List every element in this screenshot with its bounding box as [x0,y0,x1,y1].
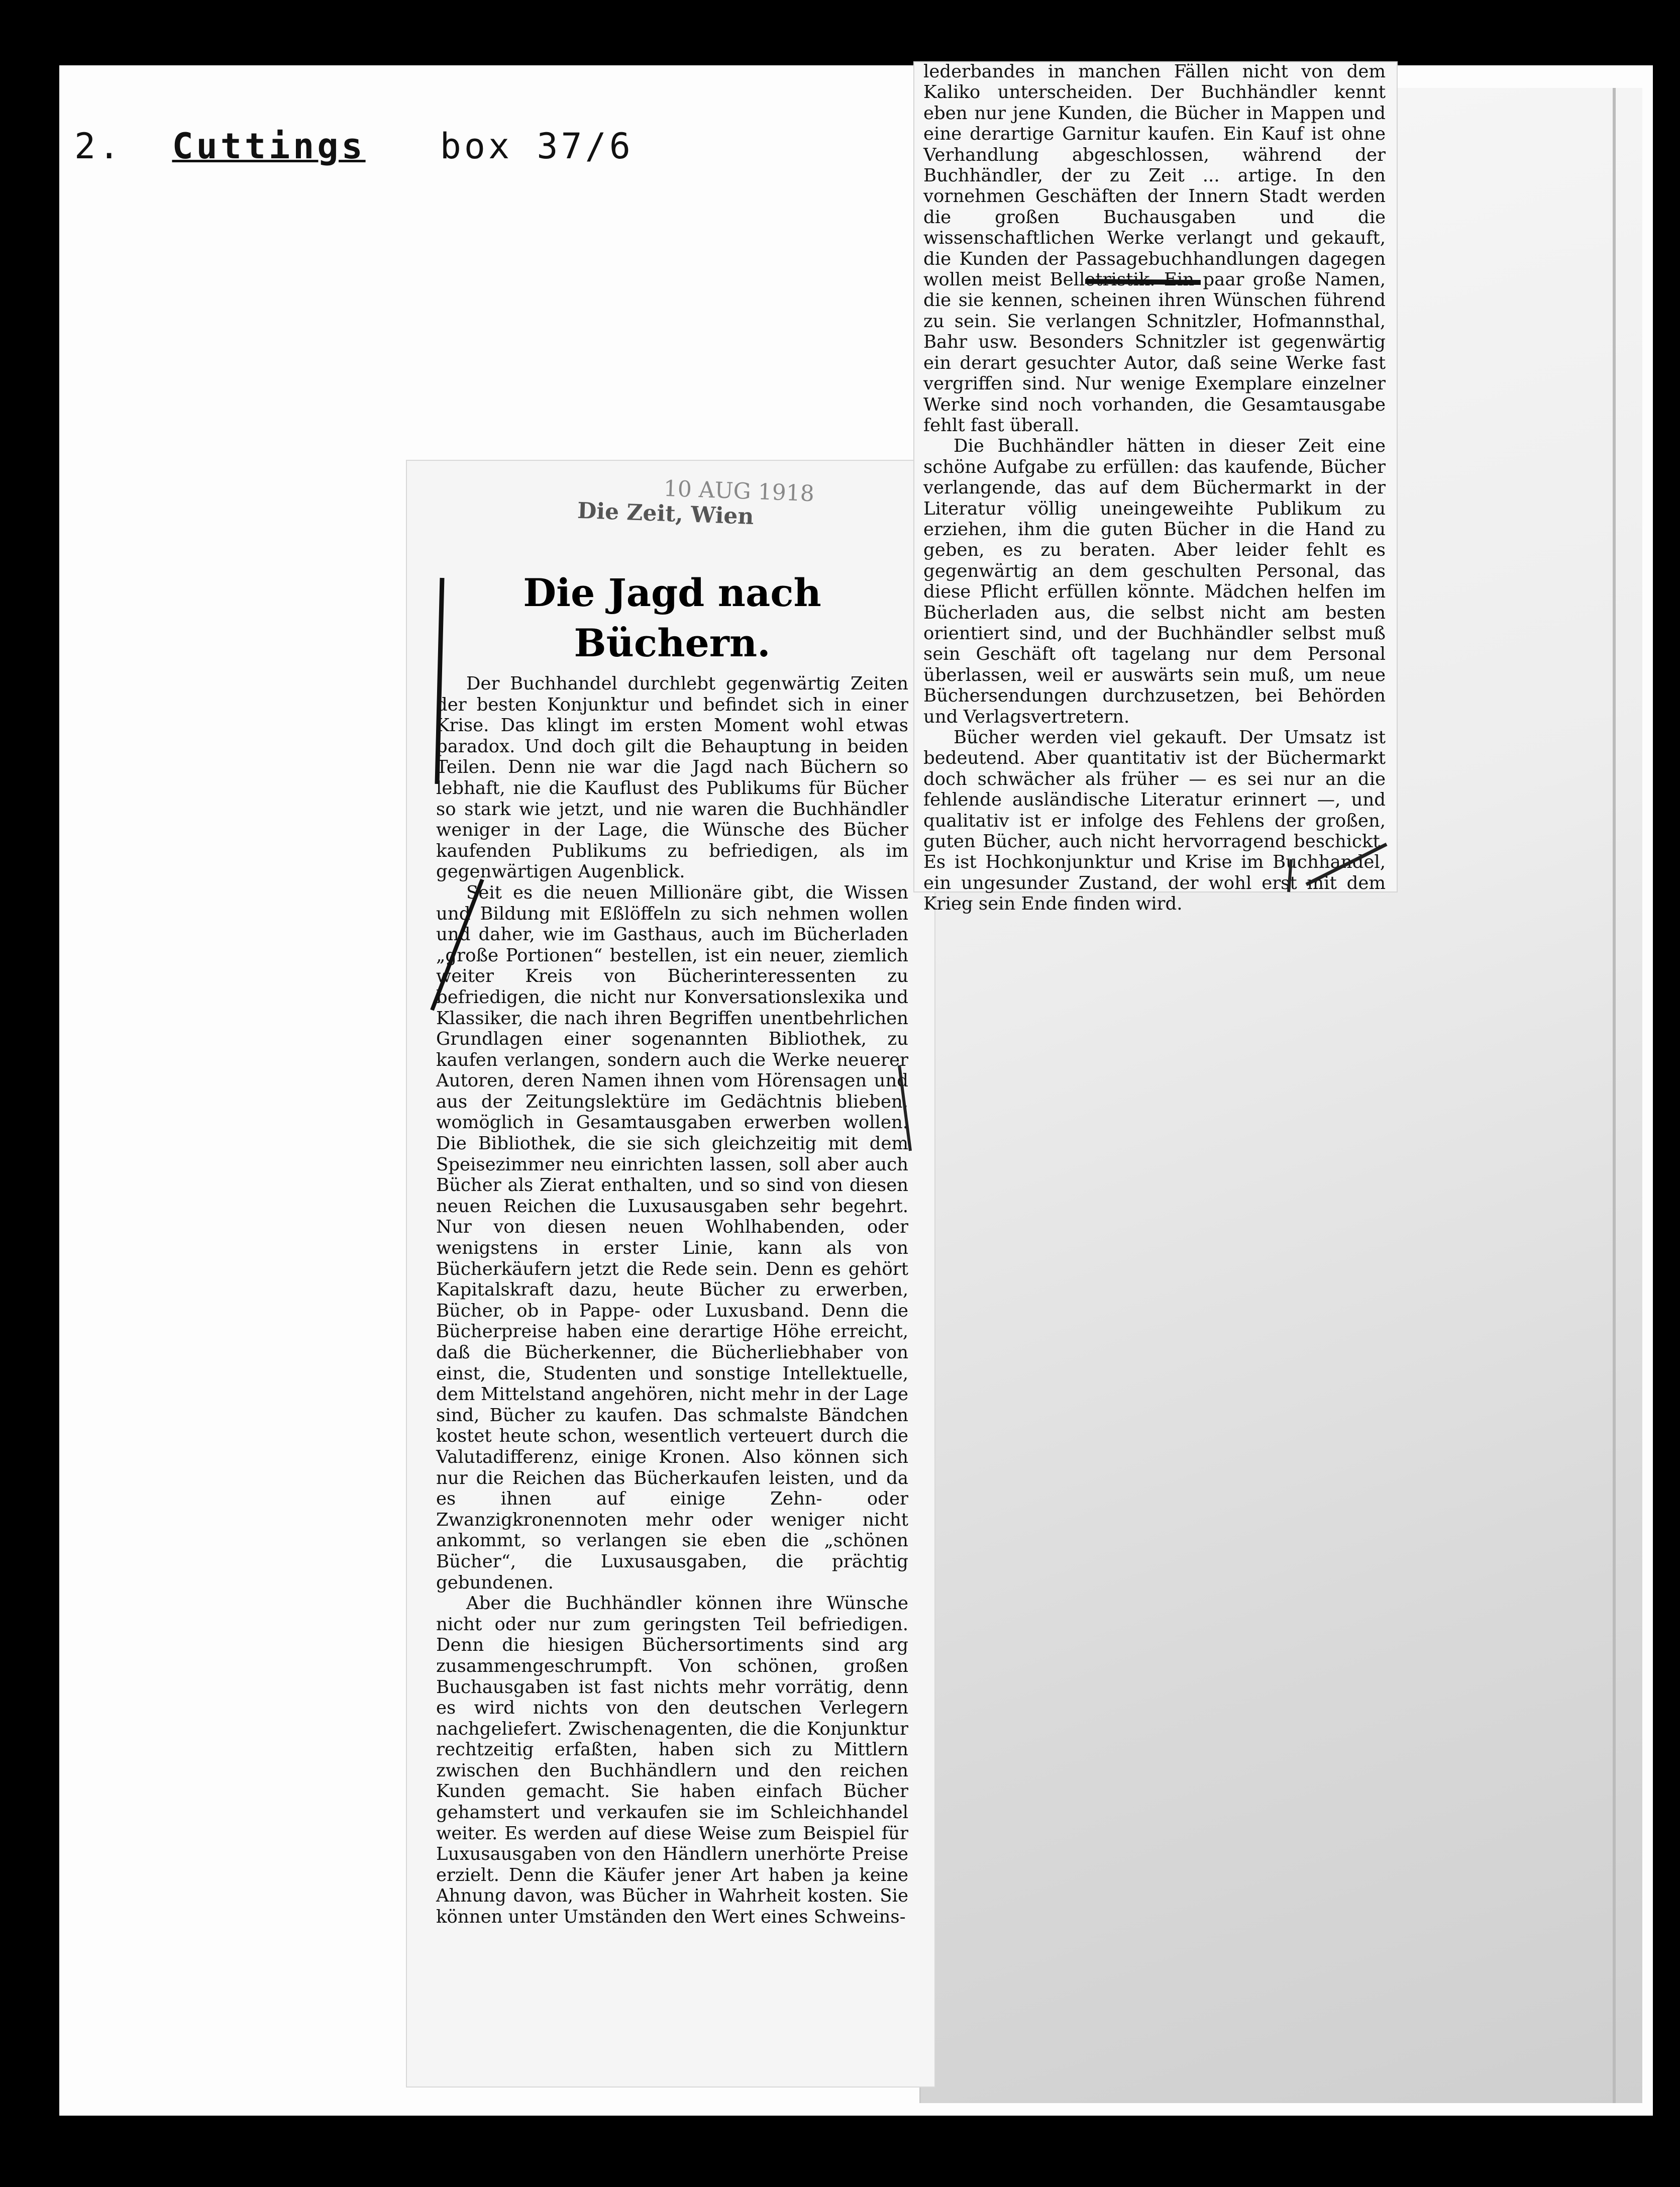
article-column-right [923,61,1386,915]
article-paragraph: Aber die Buchhändler können ihre Wünsche nicht oder nur zum geringsten Teil befriedigen. Denn die hiesigen Büchersortiments sind arg zusammengeschrumpft. Von schönen, großen Buchausgaben ist fast nichts mehr vorrätig, denn es wird nichts von den deutschen Verlegern nachgeliefert. Zwischenagenten, die die Konjunktur rechtzeitig erfaßten, haben sich zu Mittlern zwischen den Buchhändlern und den reichen Kunden gemacht. Sie haben einfach Bücher gehamstert und verkaufen sie im Schleichhandel weiter. Es werden auf diese Weise zum Beispiel für Luxusausgaben von den Händlern unerhörte Preise erzielt. Denn die Käufer jener Art haben ja keine Ahnung davon, was Bücher in Wahrheit kosten. Sie können unter Umständen den Wert eines Schweins- [436,1593,908,1928]
article-column-left [436,568,908,2005]
archive-label [74,126,634,167]
archive-label-box: box 37/6 [440,126,634,167]
article-paragraph: lederbandes in manchen Fällen nicht von dem Kaliko unterscheiden. Der Buchhändler kennt eben nur jene Kunden, die Bücher in Mappen und eine derartige Garnitur kaufen. Ein Kauf ist ohne Verhandlung abgeschlossen, während der Buchhändler, der zu Zeit ... artige. In den vornehmen Geschäften der Innern Stadt werden die großen Buchausgaben und die wissenschaftlichen Werke verlangt und gekauft, die Kunden der Passagebuchhandlungen dagegen wollen meist Belletristik. Ein paar große Namen, die sie kennen, scheinen ihren Wünschen führend zu sein. Sie verlangen Schnitzler, Hofmannsthal, Bahr usw. Besonders Schnitzler ist gegenwärtig ein derart gesuchter Autor, daß seine Werke fast vergriffen sind. Nur wenige Exemplare einzelner Werke sind noch vorhanden, die Gesamtausgabe fehlt fast überall. [923,61,1386,436]
mounting-board-edge [1613,88,1616,2103]
article-paragraph: Die Buchhändler hätten in dieser Zeit eine schöne Aufgabe zu erfüllen: das kaufende, Bücher verlangende, das auf dem Büchermarkt in der Literatur völlig uneingeweihte Publikum zu erziehen, ihm die guten Bücher in die Hand zu geben, es zu beraten. Aber leider fehlt es gegenwärtig an dem geschulten Personal, das diese Pflicht erfüllen könnte. Mädchen helfen im Bücherladen aus, die selbst nicht am besten orientiert sind, und der Buchhändler selbst muß sein Geschäft oft tagelang nur dem Personal überlassen, weil er auswärts sein muß, um neue Büchersendungen durchzusetzen, bei Behörden und Verlagsvertretern. [923,436,1386,727]
article-title: Die Jagd nach Büchern. [523,570,821,665]
archive-label-number: 2. [74,126,123,167]
stamp-source: Die Zeit, Wien [577,498,755,530]
article-paragraph: Seit es die neuen Millionäre gibt, die Wissen und Bildung mit Eßlöffeln zu sich nehmen wollen und daher, wie im Gasthaus, auch im Bücherladen „große Portionen“ bestellen, ist ein neuer, ziemlich weiter Kreis von Bücherinteressenten zu befriedigen, die nicht nur Konversationslexika und Klassiker, die nach ihren Begriffen unentbehrlichen Grundlagen einer sogenannten Bibliothek, zu kaufen verlangen, sondern auch die Werke neuerer Autoren, deren Namen ihnen vom Hörensagen und aus der Zeitungslektüre im Gedächtnis blieben, womöglich in Gesamtausgaben erwerben wollen. Die Bibliothek, die sie sich gleichzeitig mit dem Speisezimmer neu einrichten lassen, soll aber auch Bücher als Zierat enthalten, und so sind von diesen neuen Reichen die Luxusausgaben sehr begehrt. Nur von diesen neuen Wohlhabenden, oder wenigstens in erster Linie, kann als von Bücherkäufern jetzt die Rede sein. Denn es gehört Kapitalskraft dazu, heute Bücher zu erwerben, Bücher, ob in Pappe- oder Luxusband. Denn die Bücherpreise haben eine derartige Höhe erreicht, daß die Bücherkenner, die Bücherliebhaber von einst, die, Studenten und sonstige Intellektuelle, dem Mittelstand angehören, nicht mehr in der Lage sind, Bücher zu kaufen. Das schmalste Bändchen kostet heute schon, wesentlich verteuert durch die Valutadifferenz, einige Kronen. Also können sich nur die Reichen das Bücherkaufen leisten, und da es ihnen auf einige Zehn- oder Zwanzigkronennoten mehr oder weniger nicht ankommt, so verlangen sie eben die „schönen Bücher“, die Luxusausgaben, die prächtig gebundenen. [436,882,908,1593]
article-paragraph: Der Buchhandel durchlebt gegenwärtig Zeiten der besten Konjunktur und befindet sich in einer Krise. Das klingt im ersten Moment wohl etwas paradox. Und doch gilt die Behauptung in beiden Teilen. Denn nie war die Jagd nach Büchern so lebhaft, nie die Kauflust des Publikums für Bücher so stark wie jetzt, und nie waren die Buchhändler weniger in der Lage, die Wünsche des Bücher kaufenden Publikums zu befriedigen, als im gegenwärtigen Augenblick. [436,673,908,882]
article-paragraph: Bücher werden viel gekauft. Der Umsatz ist bedeutend. Aber quantitativ ist der Büchermarkt doch schwächer als früher — es sei nur an die fehlende ausländische Literatur erinnert —, und qualitativ ist er infolge des Fehlens der großen, guten Bücher, auch nicht hervorragend beschickt. Es ist Hochkonjunktur und Krise im Buchhandel, ein ungesunder Zustand, der wohl erst mit dem Krieg sein Ende finden wird. [923,727,1386,915]
source-stamp [577,473,814,532]
archive-label-category: Cuttings [172,126,366,167]
stamp-date: 10 AUG 1918 [663,475,815,507]
